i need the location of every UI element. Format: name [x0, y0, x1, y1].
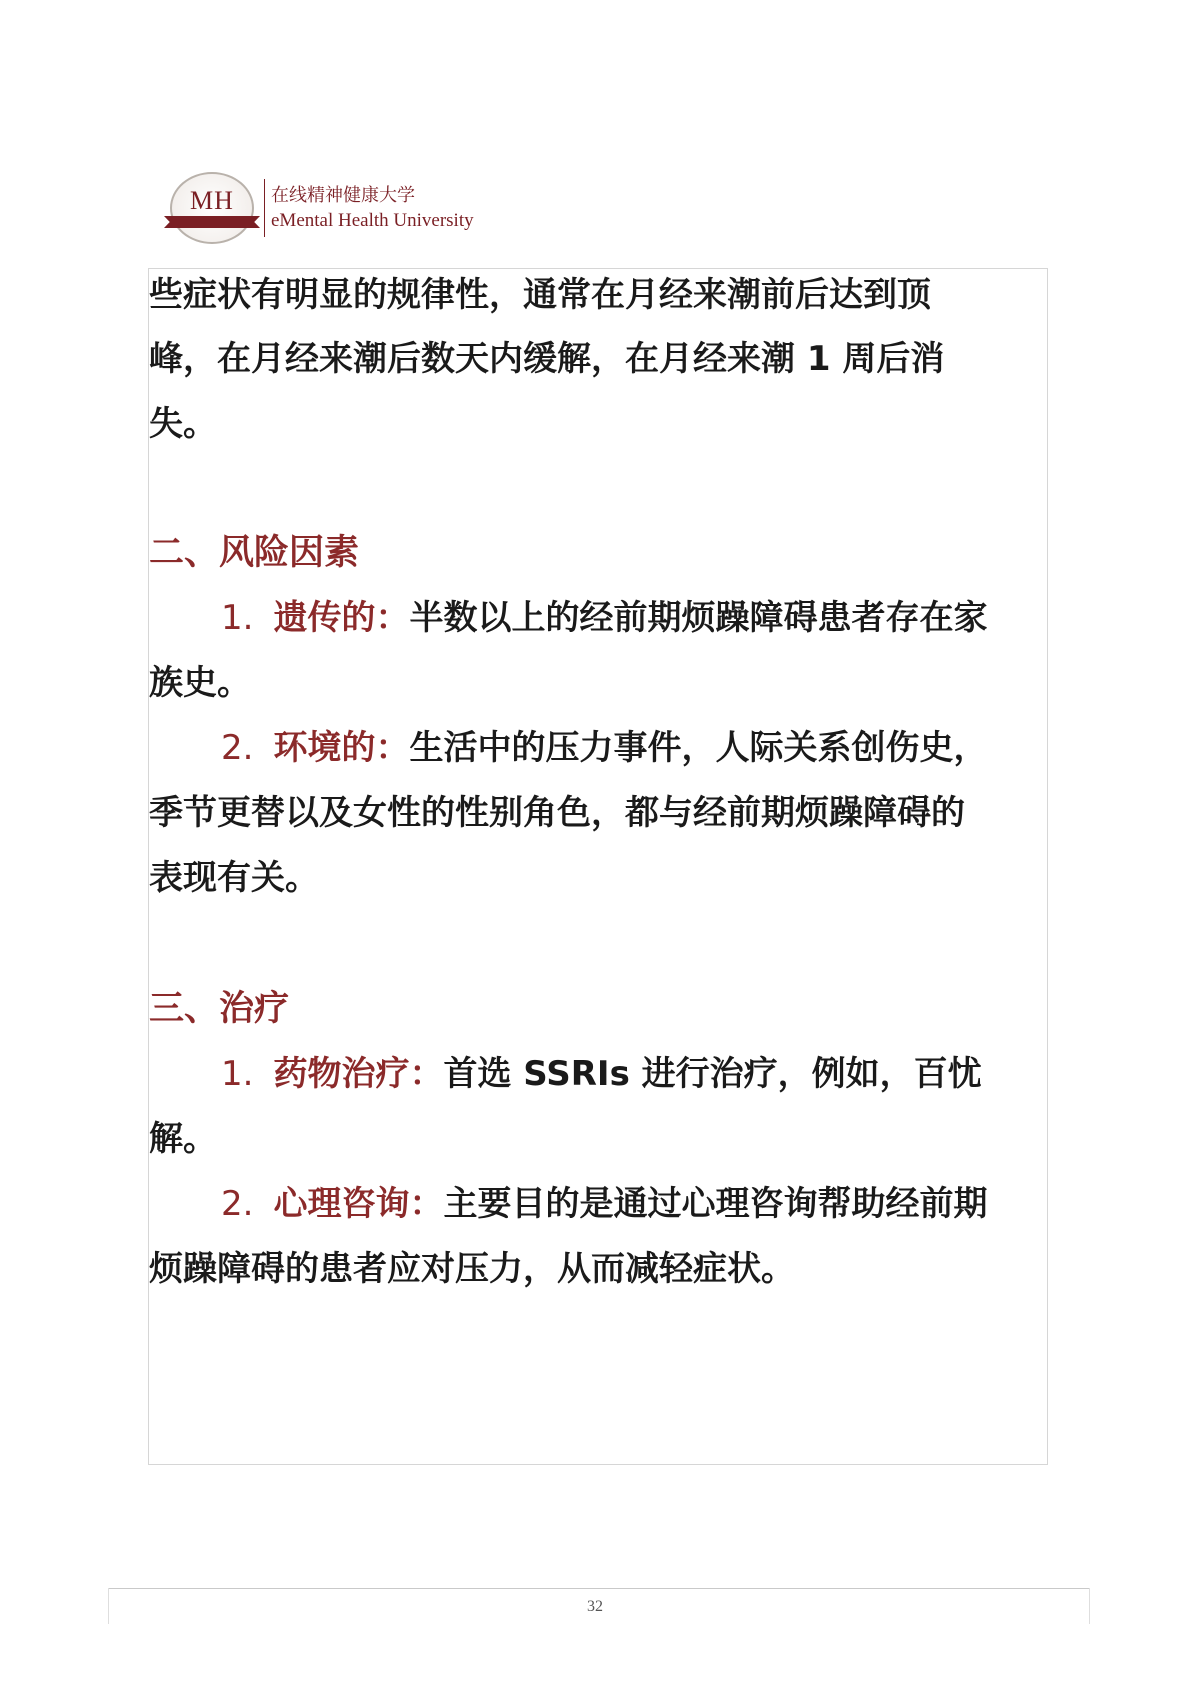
logo-ribbon [164, 216, 260, 228]
logo-divider [264, 179, 265, 237]
section-heading-risk-factors: 二、风险因素 [149, 533, 360, 573]
paragraph-line: 族史。 [149, 663, 251, 703]
list-number: 1. [221, 598, 254, 638]
list-item-genetic [221, 598, 987, 638]
list-item-counseling [221, 1184, 987, 1224]
list-number: 1. [221, 1054, 254, 1094]
item-label: 遗传的： [273, 598, 410, 638]
item-label: 环境的： [273, 728, 410, 768]
paragraph-line: 季节更替以及女性的性别角色，都与经前期烦躁障碍的 [149, 793, 965, 833]
logo-english-name: eMental Health University [271, 210, 474, 231]
item-text: 主要目的是通过心理咨询帮助经前期 [443, 1184, 988, 1224]
list-item-environmental [221, 728, 987, 768]
item-label: 心理咨询： [273, 1184, 444, 1224]
content-frame [148, 268, 1048, 1465]
list-number: 2. [221, 1184, 254, 1224]
paragraph-line: 峰，在月经来潮后数天内缓解，在月经来潮 1 周后消 [149, 339, 945, 379]
item-text: 首选 SSRIs 进行治疗，例如，百忧 [443, 1054, 982, 1094]
list-item-medication [221, 1054, 982, 1094]
footer-divider [108, 1588, 1090, 1589]
header [170, 172, 474, 244]
list-number: 2. [221, 728, 254, 768]
paragraph-line: 失。 [149, 404, 217, 444]
logo-mark: MH [190, 186, 234, 215]
paragraph-line: 烦躁障碍的患者应对压力，从而减轻症状。 [149, 1249, 795, 1289]
paragraph-line: 些症状有明显的规律性，通常在月经来潮前后达到顶 [149, 275, 931, 315]
paragraph-line: 解。 [149, 1119, 217, 1159]
item-label: 药物治疗： [273, 1054, 444, 1094]
item-text: 半数以上的经前期烦躁障碍患者存在家 [409, 598, 988, 638]
section-heading-treatment: 三、治疗 [149, 989, 290, 1029]
paragraph-line: 表现有关。 [149, 858, 319, 898]
item-text: 生活中的压力事件，人际关系创伤史， [409, 728, 988, 768]
logo-seal-icon [170, 172, 254, 244]
logo-chinese-name: 在线精神健康大学 [271, 185, 415, 206]
logo-text [271, 183, 474, 233]
page-number: 32 [587, 1598, 603, 1615]
